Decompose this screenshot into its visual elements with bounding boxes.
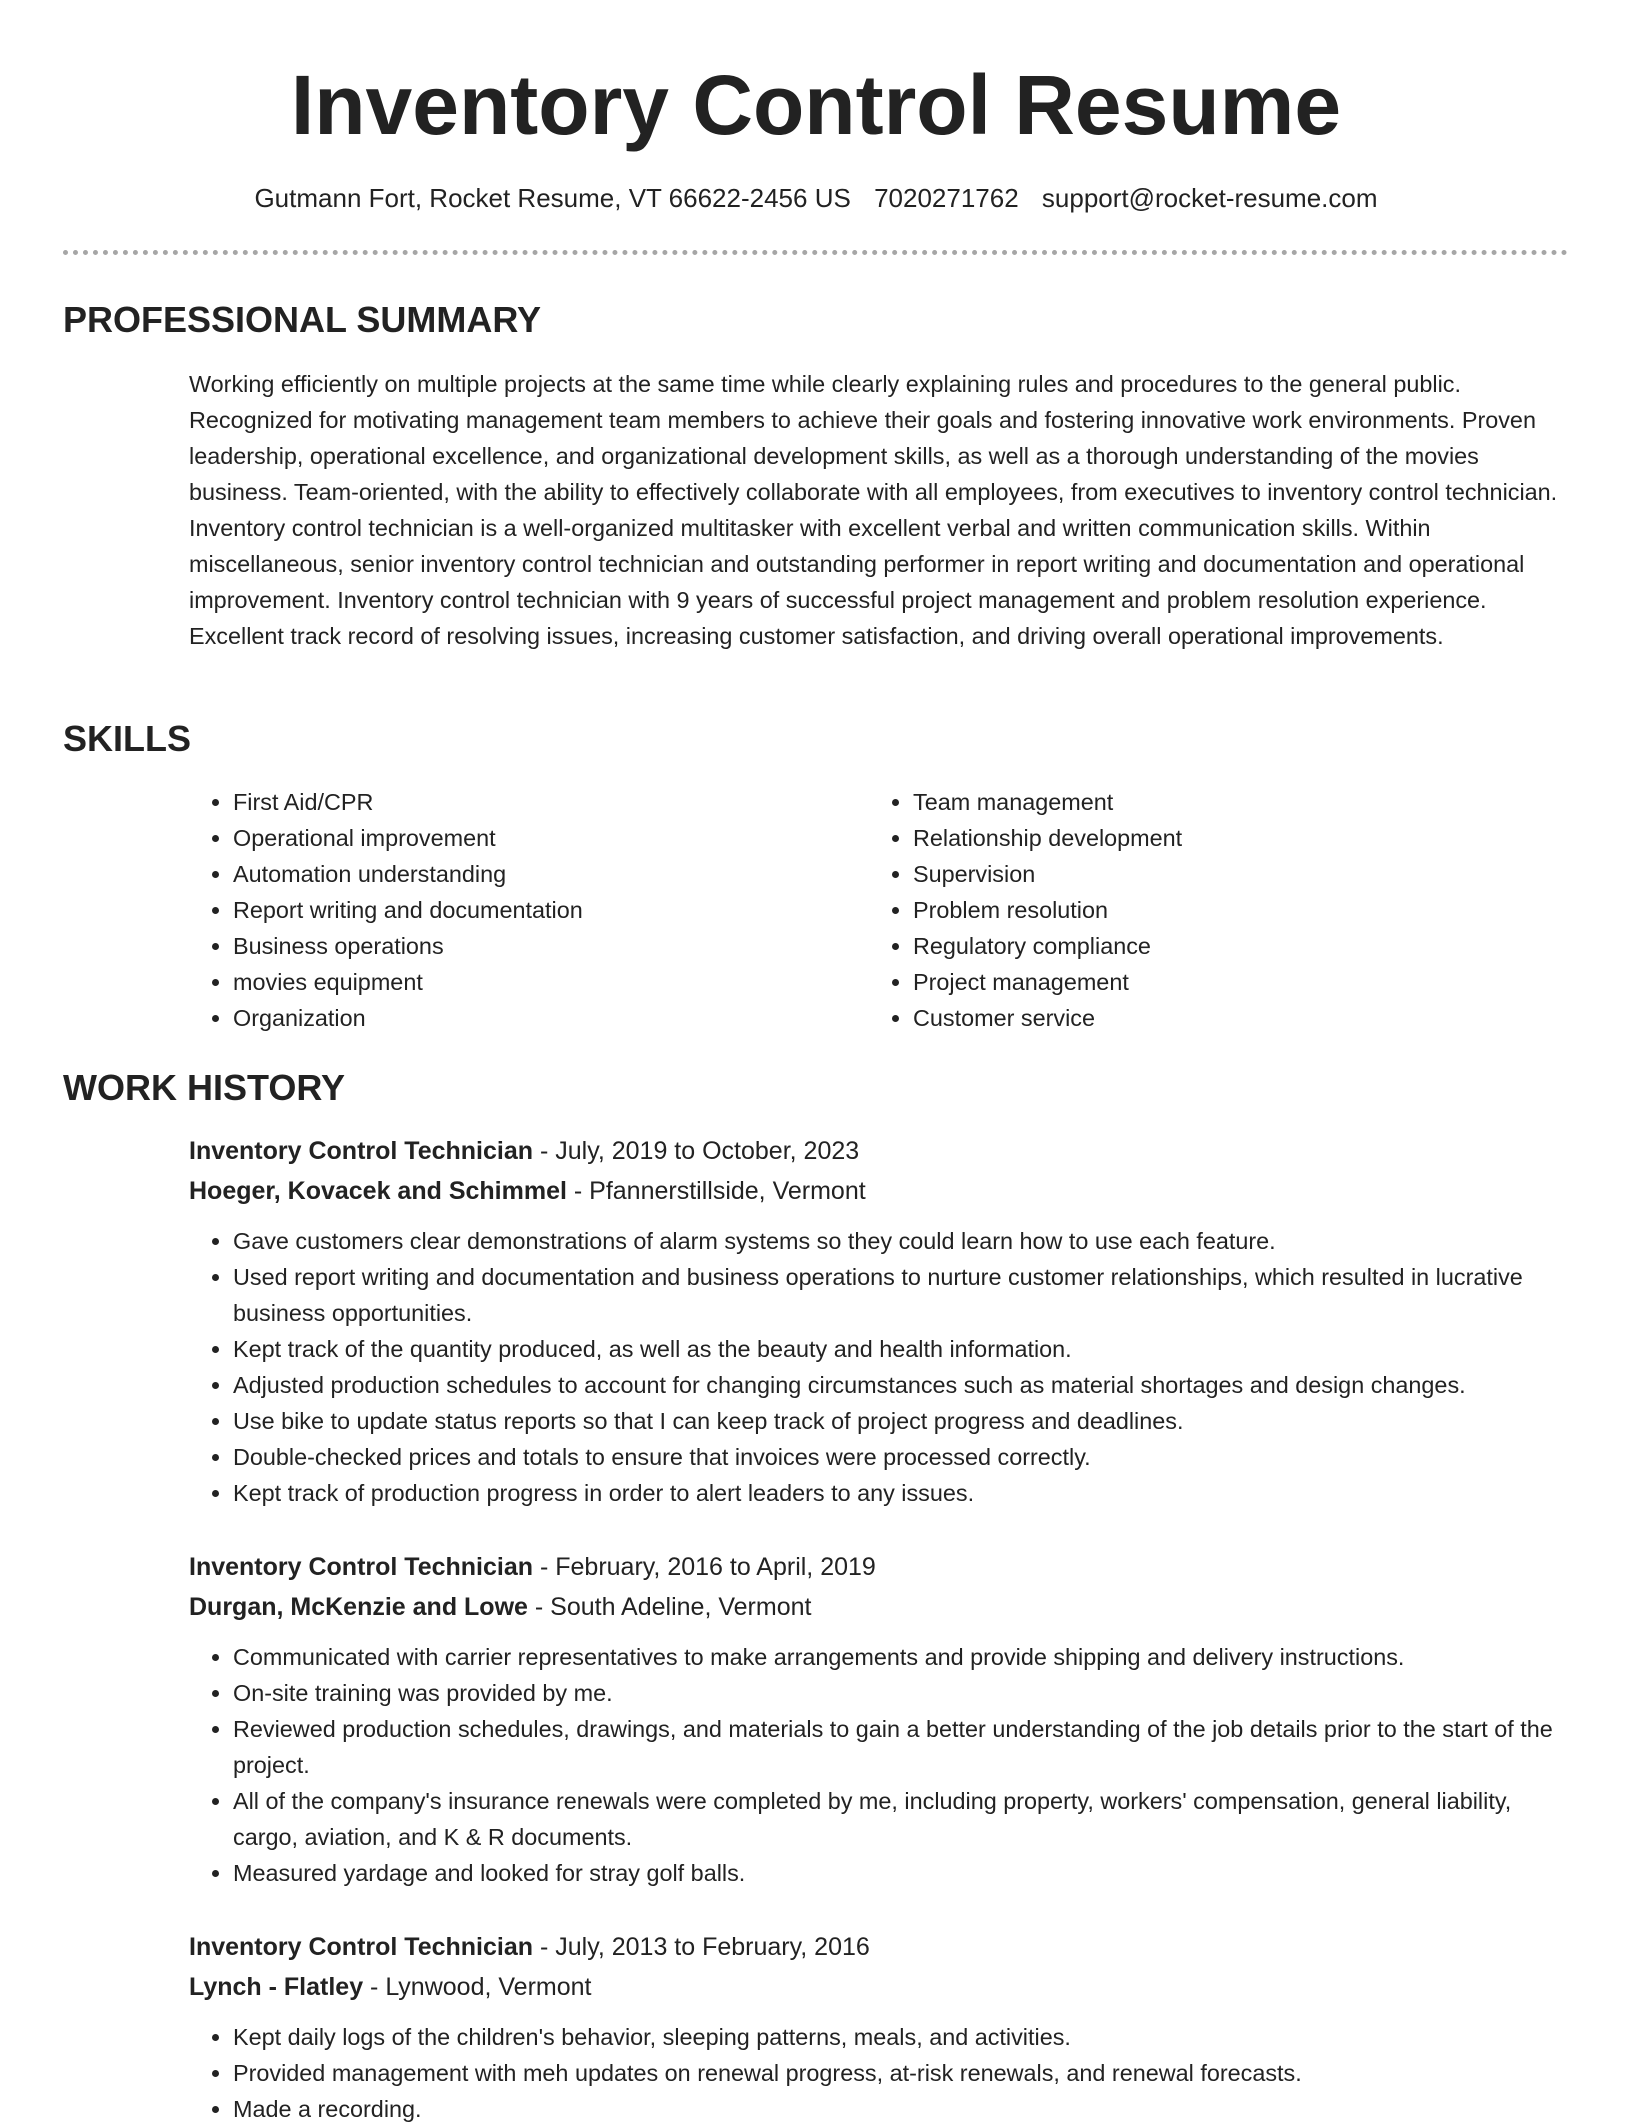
skills-list-left (189, 784, 853, 1036)
job-location: - Pfannerstillside, Vermont (566, 1177, 866, 1205)
contact-phone: 7020271762 (874, 183, 1019, 213)
job-bullet: • Provided management with meh updates on renewal progress, at-risk renewals, and renewal forecasts. (233, 2055, 1569, 2091)
job-bullets (189, 2019, 1569, 2127)
skill-item: • Problem resolution (913, 892, 1533, 928)
job-bullet: • Adjusted production schedules to account for changing circumstances such as material shortages and design changes. (233, 1367, 1569, 1403)
skill-item: • Customer service (913, 1000, 1533, 1036)
job-title-line (189, 1131, 1569, 1171)
job-company-line (189, 1587, 1569, 1627)
job-company: Lynch - Flatley (189, 1973, 364, 2001)
job-title-line (189, 1547, 1569, 1587)
skill-item: • Business operations (233, 928, 853, 964)
job-bullet: • Gave customers clear demonstrations of alarm systems so they could learn how to use each feature. (233, 1223, 1569, 1259)
job-company: Hoeger, Kovacek and Schimmel (189, 1177, 567, 1205)
skills-list-right (869, 784, 1533, 1036)
job-dates: - July, 2019 to October, 2023 (533, 1137, 860, 1165)
summary-text: Working efficiently on multiple projects at the same time while clearly explaining rules and procedures to the general public. Recognized for motivating management team members to achieve their goals and fostering innovative work environments. Proven leadership, operational excellence, and organizational development skills, as well as a thorough understanding of the movies business. Team-oriented, with the ability to effectively collaborate with all employees, from executives to inventory control technician. Inventory control technician is a well-organized multitasker with excellent verbal and written communication skills. Within miscellaneous, senior inventory control technician and outstanding performer in report writing and documentation and operational improvement. Inventory control technician with 9 years of successful project management and problem resolution experience. Excellent track record of resolving issues, increasing customer satisfaction, and driving overall operational improvements. (189, 371, 1558, 649)
skill-item: • Regulatory compliance (913, 928, 1533, 964)
job-title: Inventory Control Technician (189, 1933, 534, 1961)
job-bullet: • Double-checked prices and totals to ensure that invoices were processed correctly. (233, 1439, 1569, 1475)
contact-line (0, 180, 1632, 216)
job-location: - South Adeline, Vermont (527, 1593, 812, 1621)
job-dates: - February, 2016 to April, 2019 (533, 1553, 876, 1581)
header-divider (63, 250, 1568, 255)
job-location: - Lynwood, Vermont (363, 1973, 592, 2001)
job-bullet: • Reviewed production schedules, drawings, and materials to gain a better understanding of the job details prior to the start of the project. (233, 1711, 1569, 1783)
job-dates: - July, 2013 to February, 2016 (533, 1933, 870, 1961)
job-bullet: • Used report writing and documentation and business operations to nurture customer relationships, which resulted in lucrative business opportunities. (233, 1259, 1569, 1331)
skill-item: • Automation understanding (233, 856, 853, 892)
job-bullet: • On-site training was provided by me. (233, 1675, 1569, 1711)
job-company-line (189, 1171, 1569, 1211)
skill-item: • Team management (913, 784, 1533, 820)
skill-item: • Operational improvement (233, 820, 853, 856)
skill-item: • Relationship development (913, 820, 1533, 856)
page-title: Inventory Control Resume (290, 58, 1342, 152)
skill-item: • Report writing and documentation (233, 892, 853, 928)
work-heading: WORK HISTORY (63, 1067, 346, 1108)
job-bullet: • All of the company's insurance renewals were completed by me, including property, workers' compensation, general liability, cargo, aviation, and K & R documents. (233, 1783, 1569, 1855)
skill-item: • First Aid/CPR (233, 784, 853, 820)
skill-item: • Supervision (913, 856, 1533, 892)
job-entry (189, 1927, 1569, 2127)
job-bullet: • Use bike to update status reports so that I can keep track of project progress and deadlines. (233, 1403, 1569, 1439)
job-bullets (189, 1639, 1569, 1891)
job-bullet: • Measured yardage and looked for stray golf balls. (233, 1855, 1569, 1891)
skills-heading: SKILLS (63, 718, 192, 759)
job-title: Inventory Control Technician (189, 1137, 534, 1165)
job-company-line (189, 1967, 1569, 2007)
skill-item: • Project management (913, 964, 1533, 1000)
job-bullets (189, 1223, 1569, 1511)
job-bullet: • Made a recording. (233, 2091, 1569, 2127)
summary-heading: PROFESSIONAL SUMMARY (63, 299, 542, 340)
skill-item: • Organization (233, 1000, 853, 1036)
skill-item: • movies equipment (233, 964, 853, 1000)
contact-email: support@rocket-resume.com (1041, 183, 1378, 213)
job-bullet: • Kept track of production progress in order to alert leaders to any issues. (233, 1475, 1569, 1511)
contact-address: Gutmann Fort, Rocket Resume, VT 66622-2456 US (254, 183, 851, 213)
job-bullet: • Kept track of the quantity produced, as well as the beauty and health information. (233, 1331, 1569, 1367)
job-entry (189, 1131, 1569, 1511)
job-entry (189, 1547, 1569, 1891)
job-title-line (189, 1927, 1569, 1967)
job-company: Durgan, McKenzie and Lowe (189, 1593, 528, 1621)
job-title: Inventory Control Technician (189, 1553, 534, 1581)
job-bullet: • Kept daily logs of the children's behavior, sleeping patterns, meals, and activities. (233, 2019, 1569, 2055)
job-bullet: • Communicated with carrier representatives to make arrangements and provide shipping and delivery instructions. (233, 1639, 1569, 1675)
